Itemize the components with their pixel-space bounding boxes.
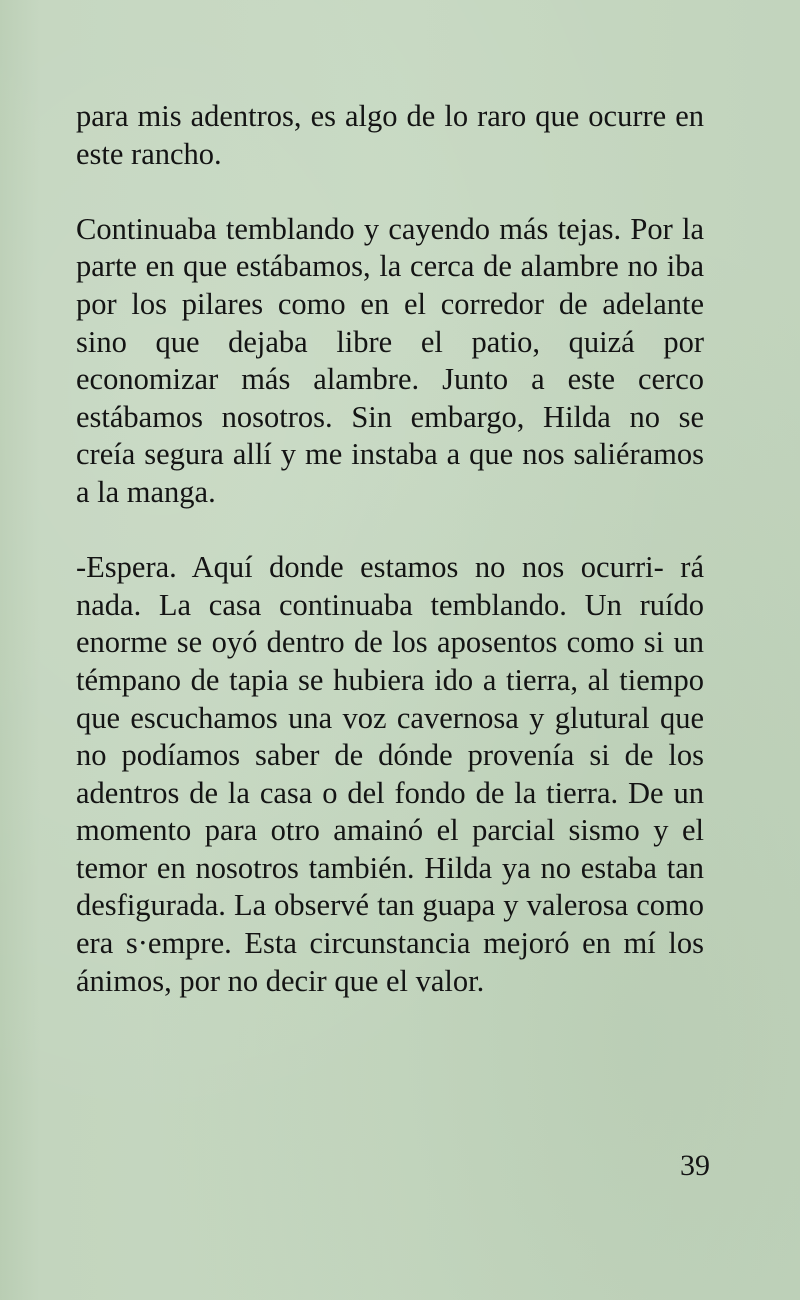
- page-number: 39: [680, 1149, 710, 1182]
- paragraph-1: para mis adentros, es algo de lo raro que ocurre en este rancho.: [76, 99, 704, 171]
- body-text: [76, 98, 704, 1000]
- paragraph-3: -Espera. Aquí donde estamos no nos ocurri- rá nada. La casa continuaba temblando. Un ruído enorme se oyó dentro de los aposentos como si un témpano de tapia se hubiera ido a tierra, al tiempo que escuchamos una voz cavernosa y glutural que no podíamos saber de dónde provenía si de los adentros de la casa o del fondo de la tierra. De un momento para otro amainó el parcial sismo y el temor en nosotros también. Hilda ya no estaba tan desfigurada. La observé tan guapa y valerosa como era s·empre. Esta circunstancia mejoró en mí los ánimos, por no decir que el valor.: [76, 550, 704, 998]
- paragraph-2: Continuaba temblando y cayendo más tejas. Por la parte en que estábamos, la cerca de alambre no iba por los pilares como en el corredor de adelante sino que dejaba libre el patio, quizá por economizar más alambre. Junto a este cerco estábamos nosotros. Sin embargo, Hilda no se creía segura allí y me instaba a que nos saliéramos a la manga.: [76, 211, 704, 509]
